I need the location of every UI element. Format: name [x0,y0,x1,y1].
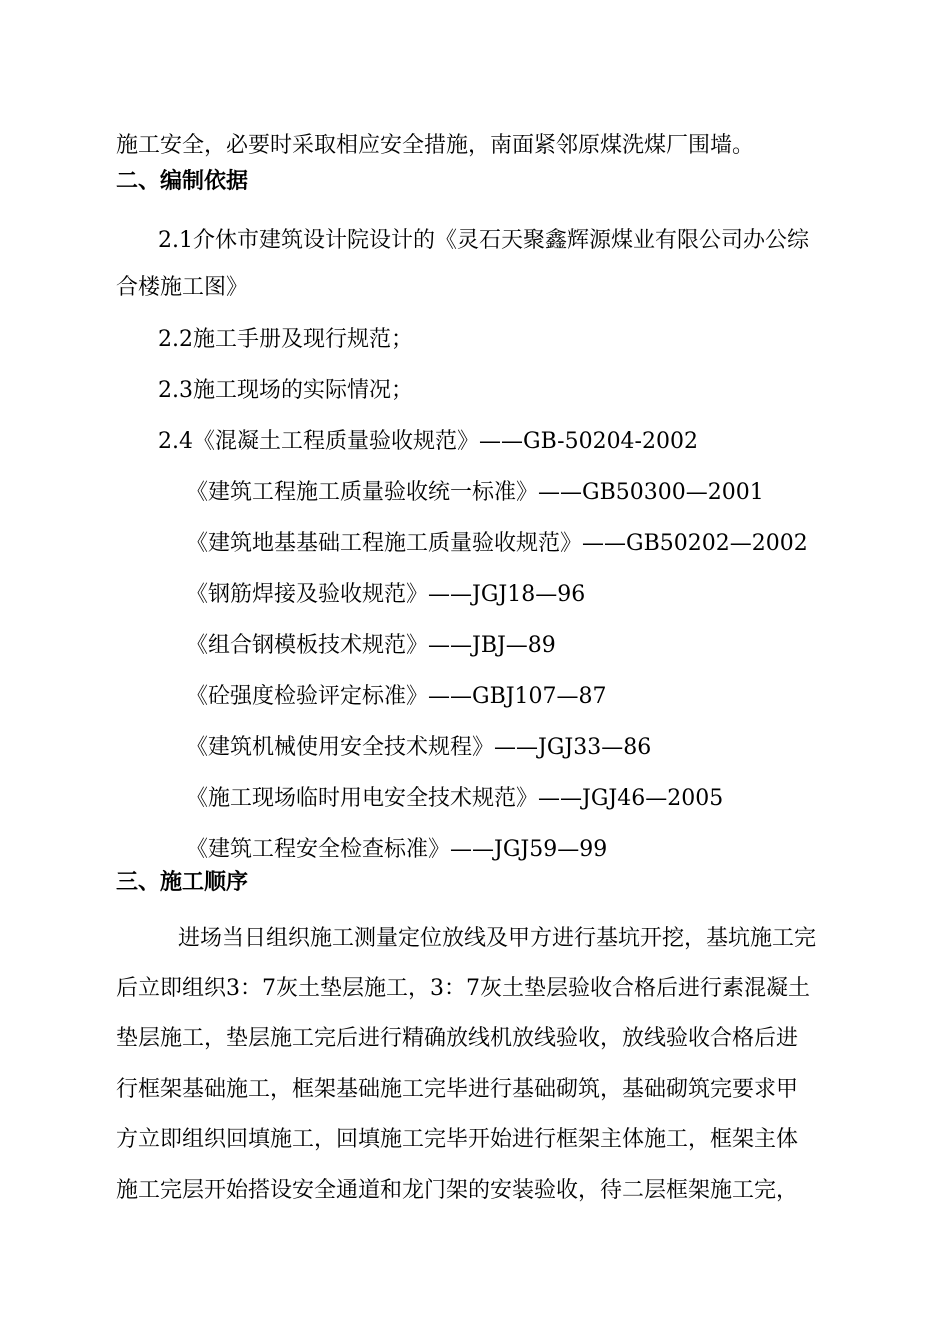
intro-text-line: 施工安全，必要时采取相应安全措施，南面紧邻原煤洗煤厂围墙。 [116,133,755,158]
sequence-text-line: 施工完层开始搭设安全通道和龙门架的安装验收，待二层框架施工完， [116,1178,799,1203]
standard-item: 《建筑机械使用安全技术规程》——JGJ33—86 [186,735,652,760]
standard-item: 《建筑地基基础工程施工质量验收规范》——GB50202—2002 [186,531,808,556]
basis-item-2-2: 2.2施工手册及现行规范； [158,327,413,352]
standard-item: 《砼强度检验评定标准》——GBJ107—87 [186,684,607,709]
basis-item-2-1-line1: 2.1介休市建筑设计院设计的《灵石天聚鑫辉源煤业有限公司办公综 [158,228,809,253]
sequence-text-line: 后立即组织3：7灰土垫层施工，3：7灰土垫层验收合格后进行素混凝土 [116,976,810,1001]
standard-item: 《建筑工程施工质量验收统一标准》——GB50300—2001 [186,480,764,505]
standard-item: 《施工现场临时用电安全技术规范》——JGJ46—2005 [186,786,724,811]
standard-item: 《组合钢模板技术规范》——JBJ—89 [186,633,556,658]
sequence-text-line: 垫层施工，垫层施工完后进行精确放线机放线验收，放线验收合格后进 [116,1026,799,1051]
basis-item-2-4: 2.4《混凝土工程质量验收规范》——GB-50204-2002 [158,429,698,454]
section-heading-sequence: 三、施工顺序 [116,869,249,895]
sequence-text-line: 方立即组织回填施工，回填施工完毕开始进行框架主体施工，框架主体 [116,1127,799,1152]
section-heading-basis: 二、编制依据 [116,168,249,194]
sequence-text-line: 进场当日组织施工测量定位放线及甲方进行基坑开挖，基坑施工完 [178,926,817,951]
standard-item: 《建筑工程安全检查标准》——JGJ59—99 [186,837,608,862]
sequence-text-line: 行框架基础施工，框架基础施工完毕进行基础砌筑，基础砌筑完要求甲 [116,1077,799,1102]
basis-item-2-3: 2.3施工现场的实际情况； [158,378,413,403]
standard-item: 《钢筋焊接及验收规范》——JGJ18—96 [186,582,586,607]
basis-item-2-1-line2: 合楼施工图》 [116,275,249,300]
